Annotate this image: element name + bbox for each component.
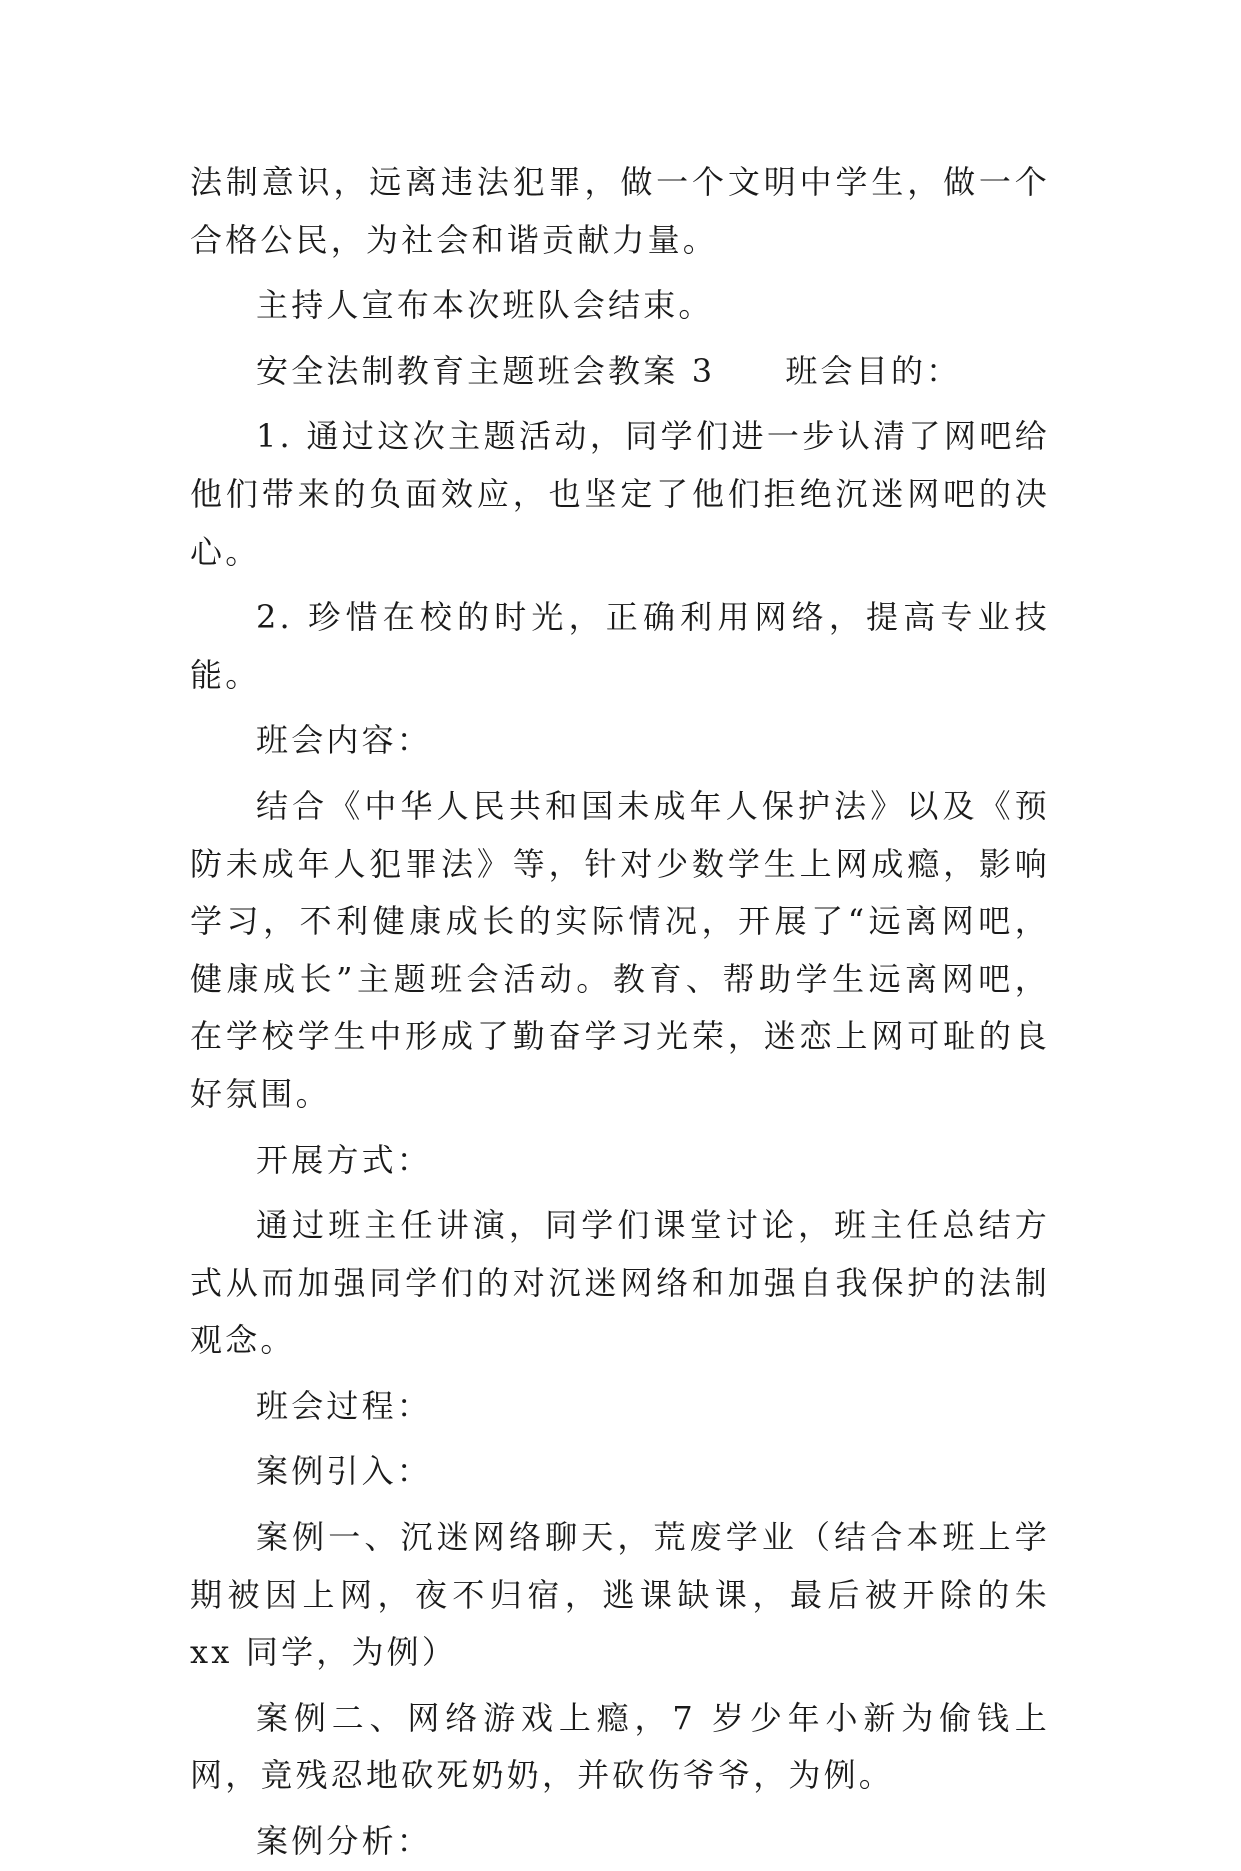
case-two: 案例二、网络游戏上瘾，7 岁少年小新为偷钱上网，竟残忍地砍死奶奶，并砍伤爷爷，为例。 — [190, 1698, 1050, 1795]
meeting-content-body: 结合《中华人民共和国未成年人保护法》以及《预防未成年人犯罪法》等，针对少数学生上网成瘾，影响学习，不利健康成长的实际情况，开展了“远离网吧，健康成长”主题班会活动。教育、帮助学生远离网吧，在学校学生中形成了勤奋学习光荣，迷恋上网可耻的良好氛围。 — [190, 786, 1050, 1113]
process-label: 班会过程： — [256, 1386, 433, 1425]
method-label: 开展方式： — [256, 1140, 433, 1179]
case-intro-label: 案例引入： — [256, 1452, 433, 1491]
purpose-item-2: 2. 珍惜在校的时光，正确利用网络，提高专业技能。 — [190, 598, 1050, 694]
paragraph-continuation: 法制意识，远离违法犯罪，做一个文明中学生，做一个合格公民，为社会和谐贡献力量。 — [190, 163, 1050, 259]
meeting-content-label: 班会内容： — [256, 721, 433, 760]
paragraph-meeting-end: 主持人宣布本次班队会结束。 — [256, 286, 714, 325]
purpose-item-1: 1. 通过这次主题活动，同学们进一步认清了网吧给他们带来的负面效应，也坚定了他们拒绝沉迷网吧的决心。 — [190, 417, 1050, 571]
document-body — [190, 154, 1050, 1871]
lesson-plan-title: 安全法制教育主题班会教案 3 — [256, 351, 716, 390]
case-one: 案例一、沉迷网络聊天，荒废学业（结合本班上学期被因上网，夜不归宿，逃课缺课，最后被开除的朱 xx 同学，为例） — [190, 1518, 1050, 1672]
method-body: 通过班主任讲演，同学们课堂讨论，班主任总结方式从而加强同学们的对沉迷网络和加强自我保护的法制观念。 — [190, 1206, 1050, 1360]
meeting-purpose-label: 班会目的： — [785, 351, 962, 390]
section-heading-lesson-plan-3 — [190, 343, 1050, 401]
case-analysis-label: 案例分析： — [256, 1822, 433, 1861]
